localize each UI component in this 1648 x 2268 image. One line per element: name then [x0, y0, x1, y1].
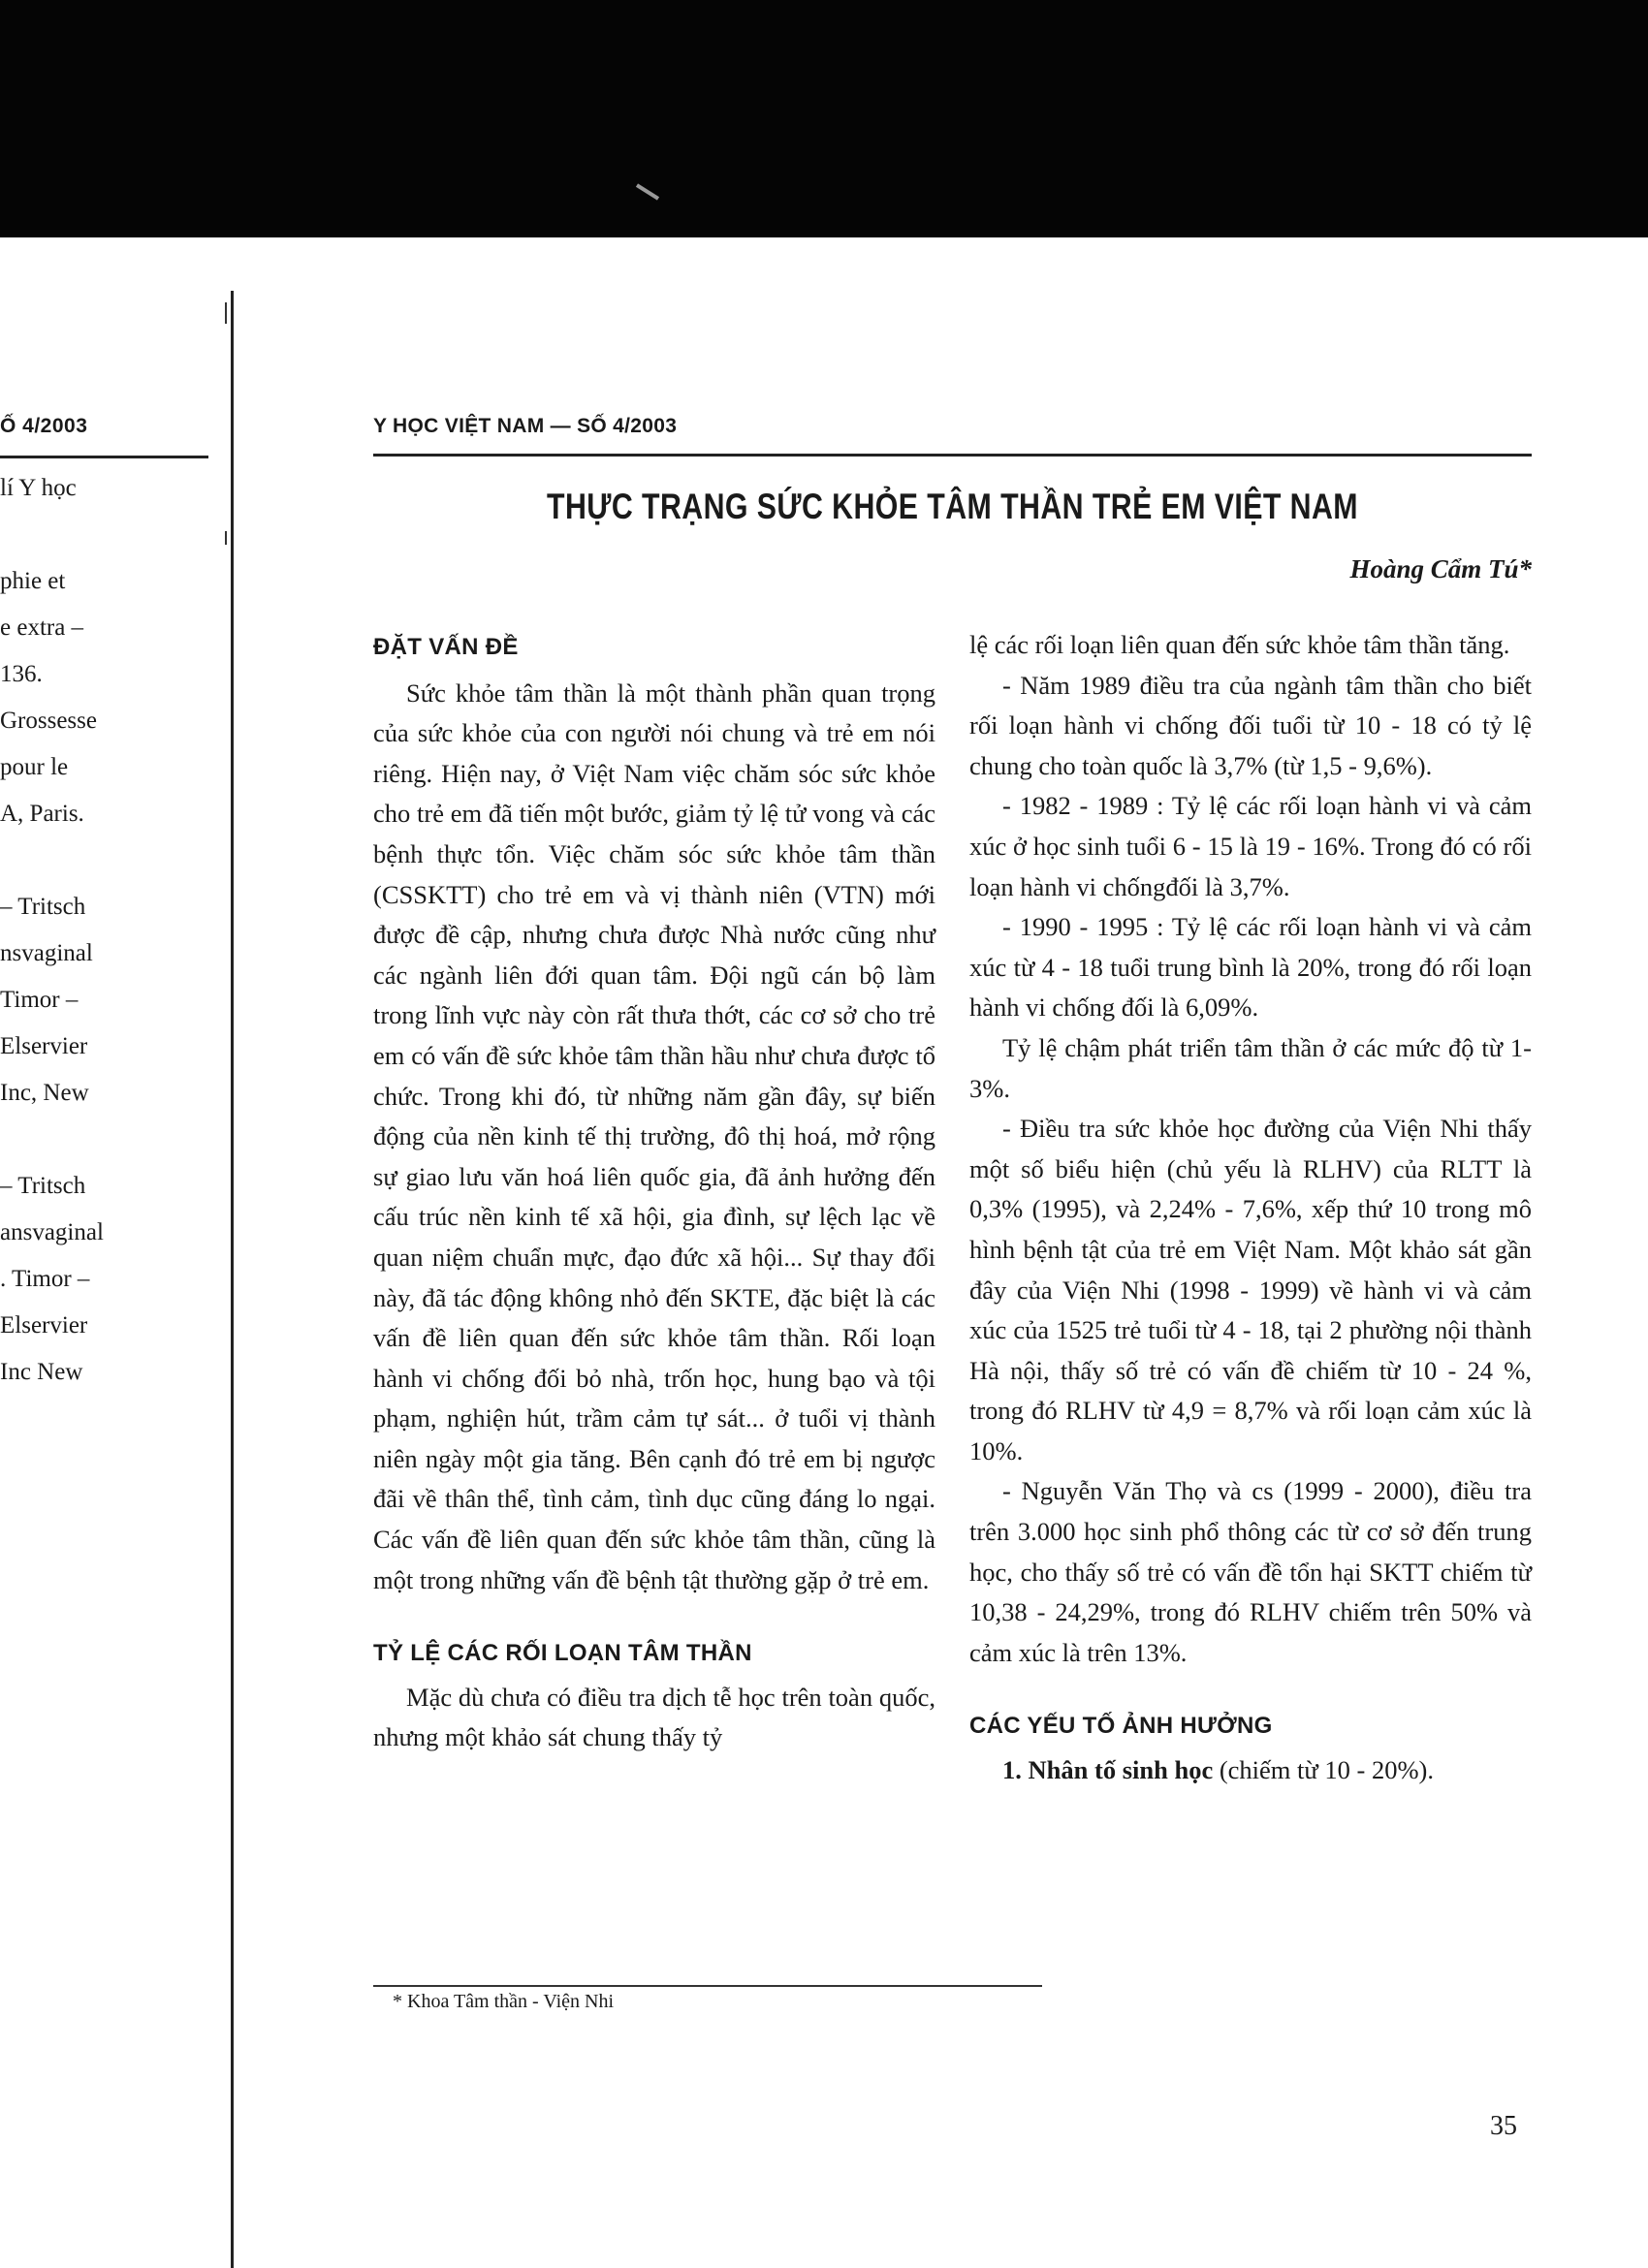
- previous-page-line: phie et: [0, 568, 66, 594]
- previous-page-line: Elservier: [0, 1312, 88, 1339]
- previous-page-line: – Tritsch: [0, 1173, 86, 1199]
- left-column: [373, 625, 935, 1758]
- scan-dark-band: [0, 0, 1648, 237]
- article-title: THỰC TRẠNG SỨC KHỎE TÂM THẦN TRẺ EM VIỆT NAM: [547, 487, 1358, 526]
- factor-paragraph: [969, 1750, 1532, 1791]
- previous-page-line: – Tritsch: [0, 894, 86, 920]
- statistic-paragraph: Tỷ lệ chậm phát triển tâm thần ở các mức độ từ 1-3%.: [969, 1032, 1532, 1103]
- factor-label: 1. Nhân tố sinh học: [1002, 1755, 1214, 1785]
- previous-page-line: [0, 1126, 145, 1173]
- footnote: * Khoa Tâm thần - Viện Nhi: [393, 1991, 615, 2012]
- section-heading-factors: CÁC YẾU TỐ ẢNH HƯỞNG: [969, 1713, 1273, 1740]
- section-heading-introduction: ĐẶT VẤN ĐỀ: [373, 634, 519, 660]
- statistic-paragraph: - Nguyễn Văn Thọ và cs (1999 - 2000), điều tra trên 3.000 học sinh phổ thông các từ cơ sở đến trung học, cho thấy số trẻ có vấn đề tổn hại SKTT chiếm từ 10,38 - 24,29%, trong đó RLHV chiếm trên 50% và cảm xúc là trên 13%.: [969, 1476, 1532, 1667]
- factor-detail: (chiếm từ 10 - 20%).: [1213, 1755, 1434, 1785]
- previous-page-line: e extra –: [0, 614, 84, 641]
- previous-page-rule: [0, 456, 208, 458]
- running-header: Y HỌC VIỆT NAM — SỐ 4/2003: [373, 415, 678, 437]
- previous-page-line: . Timor –: [0, 1266, 90, 1292]
- previous-page-line: Inc, New: [0, 1080, 89, 1106]
- previous-page-line: A, Paris.: [0, 801, 84, 827]
- previous-page-line: Inc New: [0, 1359, 83, 1385]
- scan-artifact: [636, 183, 659, 200]
- previous-page-line: pour le: [0, 754, 69, 780]
- statistic-paragraph: - 1982 - 1989 : Tỷ lệ các rối loạn hành vi và cảm xúc ở học sinh tuổi 6 - 15 là 19 - 16%. Trong đó có rối loạn hành vi chốngđối là 3,7%.: [969, 791, 1532, 901]
- statistic-paragraph: - Năm 1989 điều tra của ngành tâm thần cho biết rối loạn hành vi chống đối tuổi từ 10 - 18 có tỷ lệ chung cho toàn quốc là 3,7% (từ 1,5 - 9,6%).: [969, 670, 1532, 780]
- previous-page-line: Timor –: [0, 987, 79, 1013]
- previous-page-line: ansvaginal: [0, 1219, 104, 1245]
- page-gutter-line: [231, 291, 234, 2268]
- statistic-paragraph: - Điều tra sức khỏe học đường của Viện Nhi thấy một số biểu hiện (chủ yếu là RLHV) của RLTT là 0,3% (1995), và 2,24% - 7,6%, xếp thứ 10 trong mô hình bệnh tật của trẻ em Việt Nam. Một khảo sát gần đây của Viện Nhi (1998 - 1999) về hành vi và cảm xúc của 1525 trẻ tuổi từ 4 - 18, tại 2 phường nội thành Hà nội, thấy số trẻ có vấn đề chiếm từ 10 - 24 %, trong đó RLHV từ 4,9 = 8,7% và rối loạn cảm xúc là 10%.: [969, 1114, 1532, 1465]
- gutter-mark: [225, 302, 227, 324]
- right-column: [969, 625, 1532, 1791]
- footnote-rule: [373, 1985, 1042, 1987]
- prevalence-continuation: lệ các rối loạn liên quan đến sức khỏe tâm thần tăng.: [969, 630, 1510, 659]
- page-number: 35: [1490, 2111, 1517, 2141]
- article-author: Hoàng Cẩm Tú*: [1349, 554, 1532, 583]
- gutter-mark: [225, 531, 227, 545]
- previous-page-text: [0, 475, 145, 1405]
- previous-page-line: Elservier: [0, 1033, 88, 1059]
- previous-page-line: [0, 847, 145, 894]
- introduction-paragraph: Sức khỏe tâm thần là một thành phần quan trọng của sức khỏe của con người nói chung và trẻ em nói riêng. Hiện nay, ở Việt Nam việc chăm sóc sức khỏe cho trẻ em đã tiến một bước, giảm tỷ lệ tử vong và các bệnh thực tổn. Việc chăm sóc sức khỏe tâm thần (CSSKTT) cho trẻ em và vị thành niên (VTN) mới được đề cập, nhưng chưa được Nhà nước cũng như các ngành liên đới quan tâm. Đội ngũ cán bộ làm trong lĩnh vực này còn rất thưa thớt, các cơ sở cho trẻ em có vấn đề sức khỏe tâm thần hầu như chưa được tổ chức. Trong khi đó, từ những năm gần đây, sự biến động của nền kinh tế thị trường, đô thị hoá, mở rộng sự giao lưu văn hoá liên quốc gia, đã ảnh hưởng đến cấu trúc nền kinh tế xã hội, gia đình, sự lệch lạc về quan niệm chuẩn mực, đạo đức xã hội... Sự thay đổi này, đã tác động không nhỏ đến SKTE, đặc biệt là các vấn đề liên quan đến sức khỏe tâm thần. Rối loạn hành vi chống đối bỏ nhà, trốn học, hung bạo và tội phạm, nghiện hút, trầm cảm tự sát... ở tuổi vị thành niên ngày một gia tăng. Bên cạnh đó trẻ em bị ngược đãi về thân thể, tình cảm, tình dục cũng đáng lo ngại. Các vấn đề liên quan đến sức khỏe tâm thần, cũng là một trong những vấn đề bệnh tật thường gặp ở trẻ em.: [373, 677, 935, 1594]
- prevalence-paragraph: Mặc dù chưa có điều tra dịch tễ học trên toàn quốc, nhưng một khảo sát chung thấy tỷ: [373, 1682, 935, 1752]
- previous-page-line: nsvaginal: [0, 940, 93, 966]
- previous-page-header: Ố 4/2003: [0, 415, 88, 437]
- statistic-paragraph: - 1990 - 1995 : Tỷ lệ các rối loạn hành vi và cảm xúc từ 4 - 18 tuổi trung bình là 20%, trong đó rối loạn hành vi chống đối là 6,09%.: [969, 912, 1532, 1023]
- previous-page-line: [0, 521, 145, 568]
- header-rule: [373, 454, 1532, 457]
- previous-page-line: Grossesse: [0, 708, 97, 734]
- previous-page-line: lí Y học: [0, 475, 77, 501]
- previous-page-line: 136.: [0, 661, 43, 687]
- section-heading-prevalence: TỶ LỆ CÁC RỐI LOẠN TÂM THẦN: [373, 1640, 752, 1667]
